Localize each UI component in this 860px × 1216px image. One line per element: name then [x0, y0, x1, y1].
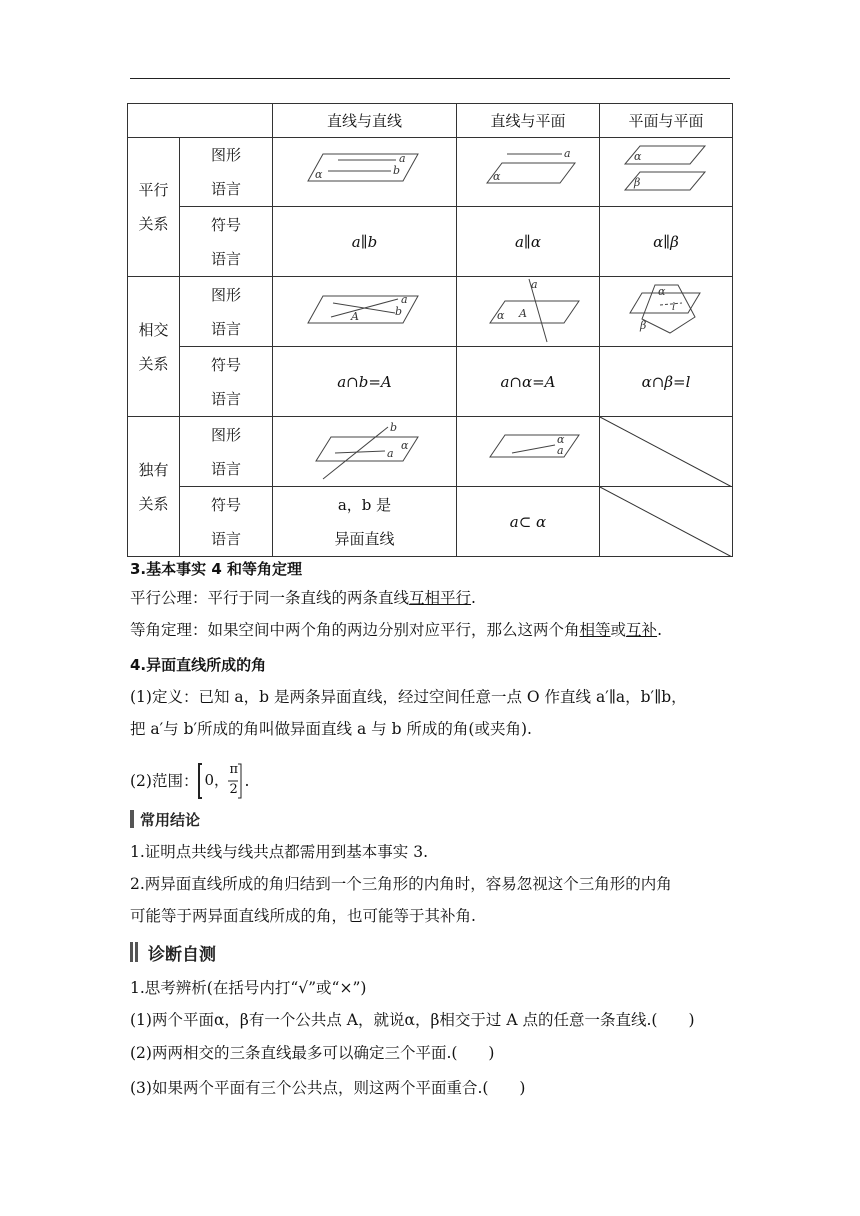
- equal-angle-theorem: 等角定理：如果空间中两个角的两边分别对应平行，那么这两个角相等或互补.: [130, 621, 662, 639]
- section3-title: 3.基本事实 4 和等角定理: [130, 560, 303, 578]
- svg-text:a: a: [399, 152, 406, 165]
- symbol-line-plane-intersect: a∩α=A: [457, 347, 600, 417]
- group-label-parallel: 平行 关系: [128, 138, 180, 277]
- group-label-intersect: 相交 关系: [128, 277, 180, 417]
- svg-text:α: α: [658, 285, 666, 298]
- skew-lines-diagram: [273, 417, 456, 487]
- svg-text:α: α: [315, 168, 323, 181]
- svg-text:β: β: [634, 176, 641, 189]
- plane-plane-parallel-diagram: [600, 138, 732, 206]
- common-conclusions-tag: 常用结论: [130, 808, 200, 830]
- svg-text:β: β: [640, 319, 647, 332]
- question-1: (1)两个平面α，β有一个公共点 A，就说α，β相交于过 A 点的任意一条直线.( ): [130, 1011, 695, 1029]
- figure-skew-lines: [273, 417, 457, 487]
- symbol-plane-plane-intersect: α∩β=l: [600, 347, 733, 417]
- empty-cell-crossed: [600, 487, 733, 557]
- symbol-line-in-plane: a⊂ α: [457, 487, 600, 557]
- svg-text:α: α: [557, 433, 565, 446]
- figure-line-plane-intersect: [457, 277, 600, 347]
- svg-text:a: a: [401, 293, 408, 306]
- figure-language-label: 图形 语言: [180, 417, 273, 487]
- header-line-plane: 直线与平面: [457, 104, 600, 138]
- range-interval: 0， π 2: [198, 762, 244, 800]
- svg-text:α: α: [493, 170, 501, 183]
- svg-text:a: a: [564, 147, 571, 160]
- question-3: (3)如果两个平面有三个公共点，则这两个平面重合.( ): [130, 1079, 526, 1097]
- angle-range: (2)范围： 0， π 2 .: [130, 762, 249, 800]
- figure-language-label: 图形 语言: [180, 138, 273, 207]
- diagonal-slash: [600, 417, 732, 487]
- svg-text:α: α: [497, 309, 505, 322]
- svg-text:a: a: [557, 444, 564, 457]
- parallel-lines-diagram: [273, 138, 456, 206]
- line-plane-parallel-diagram: [457, 138, 599, 206]
- table-corner-cell: [128, 104, 273, 138]
- svg-text:b: b: [393, 164, 401, 177]
- top-rule: [130, 78, 730, 79]
- definition-line1: (1)定义：已知 a，b 是两条异面直线，经过空间任意一点 O 作直线 a′∥a，b′∥b，: [130, 688, 687, 706]
- question-2: (2)两两相交的三条直线最多可以确定三个平面.( ): [130, 1044, 495, 1062]
- svg-text:A: A: [519, 307, 527, 320]
- line-in-plane-diagram: [457, 417, 599, 487]
- figure-line-plane-parallel: [457, 138, 600, 207]
- symbol-language-label: 符号 语言: [180, 207, 273, 277]
- svg-text:α: α: [634, 150, 642, 163]
- section4-title: 4.异面直线所成的角: [130, 656, 267, 674]
- svg-text:a: a: [387, 447, 394, 460]
- intersect-lines-diagram: [273, 277, 456, 347]
- figure-plane-plane-parallel: [600, 138, 733, 207]
- figure-parallel-lines: [273, 138, 457, 207]
- conclusion-2-line1: 2.两异面直线所成的角归结到一个三角形的内角时，容易忽视这个三角形的内角: [130, 875, 672, 893]
- header-line-line: 直线与直线: [273, 104, 457, 138]
- svg-text:l: l: [672, 302, 676, 313]
- svg-text:A: A: [351, 310, 359, 323]
- plane-plane-intersect-diagram: [600, 277, 732, 347]
- symbol-line-plane-parallel: a∥α: [457, 207, 600, 277]
- diagonal-slash: [600, 487, 732, 557]
- question-intro: 1.思考辨析(在括号内打“√”或“×”): [130, 979, 367, 997]
- definition-line2: 把 a′与 b′所成的角叫做异面直线 a 与 b 所成的角(或夹角).: [130, 720, 532, 738]
- conclusion-2-line2: 可能等于两异面直线所成的角，也可能等于其补角.: [130, 907, 476, 925]
- line-plane-intersect-diagram: [457, 277, 599, 347]
- figure-line-in-plane: [457, 417, 600, 487]
- header-plane-plane: 平面与平面: [600, 104, 733, 138]
- figure-intersect-lines: [273, 277, 457, 347]
- symbol-parallel-lines: a∥b: [273, 207, 457, 277]
- group-label-unique: 独有 关系: [128, 417, 180, 557]
- symbol-language-label: 符号 语言: [180, 347, 273, 417]
- svg-text:b: b: [390, 421, 398, 434]
- svg-text:b: b: [395, 305, 403, 318]
- symbol-intersect-lines: a∩b=A: [273, 347, 457, 417]
- symbol-skew-lines: a，b 是 异面直线: [273, 487, 457, 557]
- svg-text:α: α: [401, 439, 409, 452]
- relation-table: [127, 103, 733, 557]
- figure-language-label: 图形 语言: [180, 277, 273, 347]
- parallel-axiom: 平行公理：平行于同一条直线的两条直线互相平行.: [130, 589, 476, 607]
- empty-cell-crossed: [600, 417, 733, 487]
- conclusion-1: 1.证明点共线与线共点都需用到基本事实 3.: [130, 843, 429, 861]
- self-test-tag: 诊断自测: [130, 941, 216, 963]
- figure-plane-plane-intersect: [600, 277, 733, 347]
- symbol-language-label: 符号 语言: [180, 487, 273, 557]
- svg-text:a: a: [531, 278, 538, 291]
- symbol-plane-plane-parallel: α∥β: [600, 207, 733, 277]
